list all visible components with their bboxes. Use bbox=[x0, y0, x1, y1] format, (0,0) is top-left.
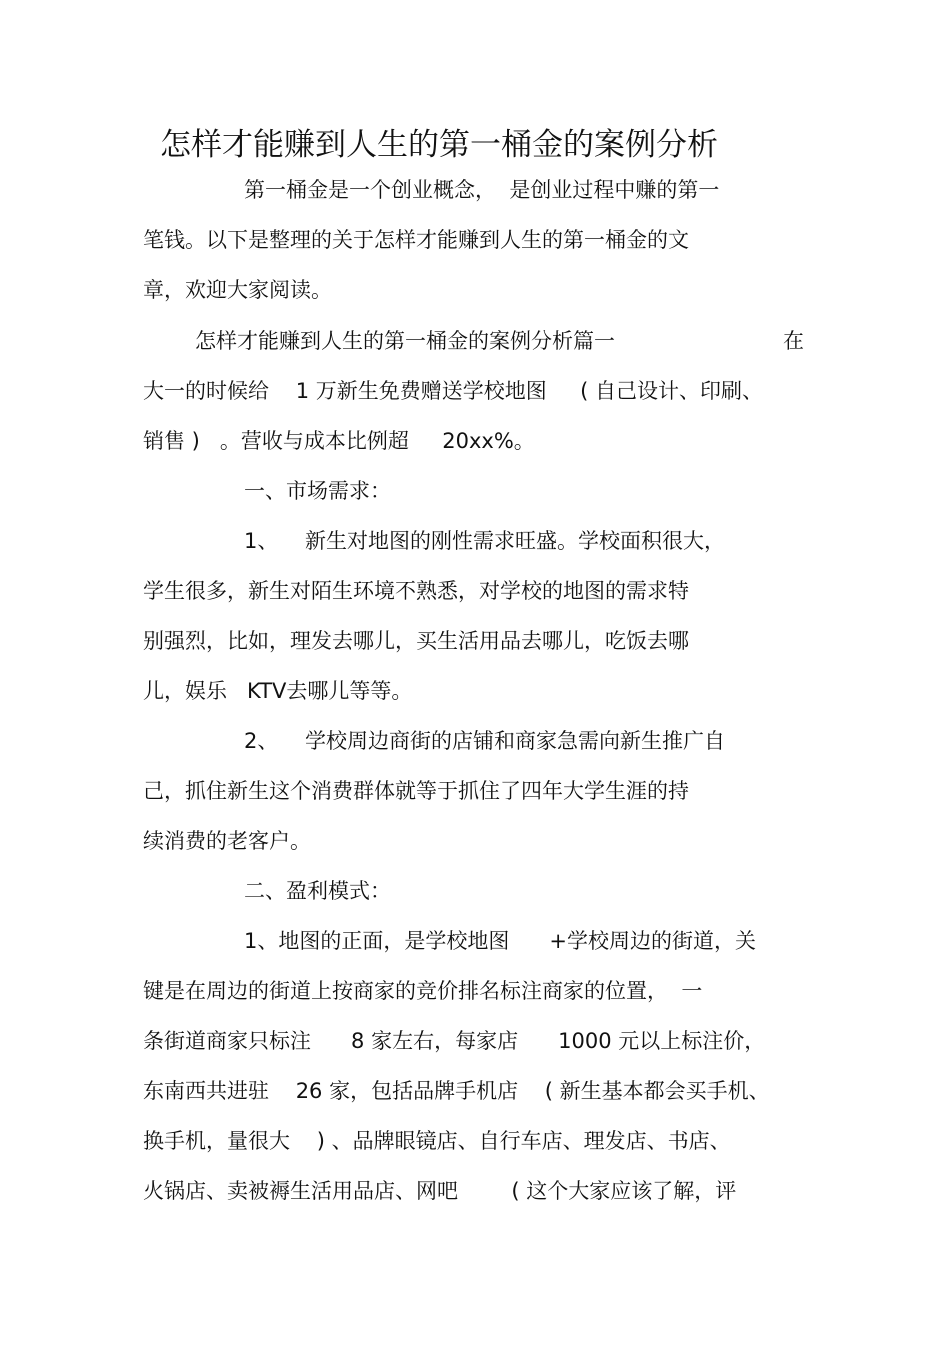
paragraph-line: 1、地图的正面，是学校地图 +学校周边的街道，关 bbox=[244, 929, 757, 953]
paragraph-line: 己，抓住新生这个消费群体就等于抓住了四年大学生涯的持 bbox=[143, 779, 689, 803]
section-heading-line: 二、盈利模式： bbox=[244, 879, 391, 903]
paragraph-line: 东南西共进驻 26 家，包括品牌手机店 ( 新生基本都会买手机、 bbox=[143, 1079, 770, 1103]
paragraph-line: 键是在周边的街道上按商家的竞价排名标注商家的位置， 一 bbox=[143, 979, 703, 1003]
paragraph-line: 销售 ) 。营收与成本比例超 20xx%。 bbox=[143, 429, 535, 453]
paragraph-line: 大一的时候给 1 万新生免费赠送学校地图 ( 自己设计、印刷、 bbox=[143, 379, 763, 403]
paragraph-line: 在 bbox=[783, 329, 804, 353]
document-title: 怎样才能赚到人生的第一桶金的案例分析 bbox=[160, 127, 718, 163]
paragraph-line: 别强烈，比如，理发去哪儿，买生活用品去哪儿，吃饭去哪 bbox=[143, 629, 689, 653]
paragraph-line: 2、 学校周边商街的店铺和商家急需向新生推广自 bbox=[244, 729, 726, 753]
paragraph-line: 笔钱。以下是整理的关于怎样才能赚到人生的第一桶金的文 bbox=[143, 228, 689, 252]
paragraph-line: 续消费的老客户。 bbox=[143, 829, 311, 853]
paragraph-line: 1、 新生对地图的刚性需求旺盛。学校面积很大， bbox=[244, 529, 726, 553]
section-heading-line: 一、市场需求： bbox=[244, 479, 391, 503]
paragraph-line: 火锅店、卖被褥生活用品店、网吧 ( 这个大家应该了解，评 bbox=[143, 1179, 737, 1203]
paragraph-line: 学生很多，新生对陌生环境不熟悉，对学校的地图的需求特 bbox=[143, 579, 689, 603]
paragraph-line: 第一桶金是一个创业概念， 是创业过程中赚的第一 bbox=[244, 178, 720, 202]
paragraph-line: 条街道商家只标注 8 家左右，每家店 1000 元以上标注价， bbox=[143, 1029, 766, 1053]
paragraph-line: 儿，娱乐 KTV去哪儿等等。 bbox=[143, 679, 413, 703]
paragraph-line: 章，欢迎大家阅读。 bbox=[143, 278, 332, 302]
paragraph-line: 换手机，量很大 ) 、品牌眼镜店、自行车店、理发店、书店、 bbox=[143, 1129, 731, 1153]
section-heading-line: 怎样才能赚到人生的第一桶金的案例分析篇一 bbox=[195, 329, 615, 353]
